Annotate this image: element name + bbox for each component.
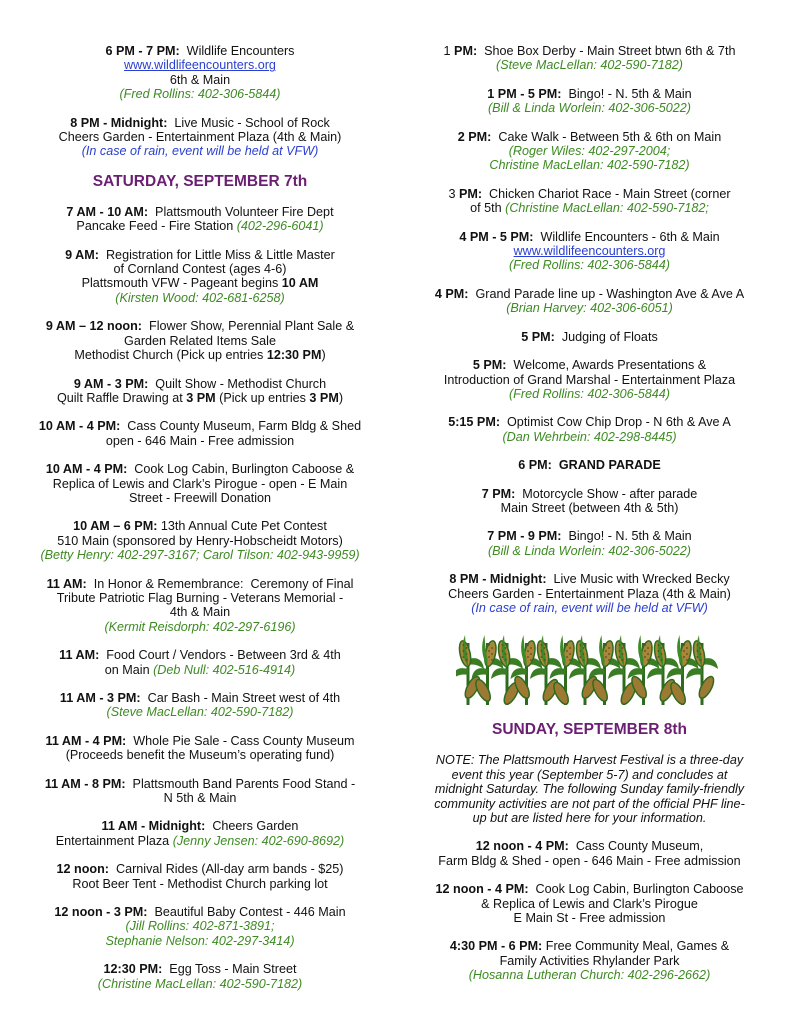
event-text: Plattsmouth Band Parents Food Stand - [125, 776, 356, 791]
event-line [392, 58, 787, 72]
event-line [392, 897, 787, 911]
event-line [0, 748, 400, 762]
event-time: 4:30 PM - 6 PM: [449, 939, 543, 954]
event-text: Main Street (between 4th & 5th) [500, 500, 679, 515]
event-line [392, 601, 787, 615]
event-time: 9 AM - 3 PM: [73, 376, 149, 391]
event-entry [392, 572, 787, 615]
event-line [0, 262, 400, 276]
event-time: 3 PM [186, 390, 216, 405]
event-entry [392, 87, 787, 116]
event-time: 12 noon: [56, 862, 109, 877]
sunday-note [392, 753, 787, 825]
event-entry [392, 882, 787, 925]
event-text: Cook Log Cabin, Burlington Caboose & [127, 462, 355, 477]
event-text: Bingo! - N. 5th & Main [561, 529, 692, 544]
contact-info: (Dan Wehrbein: 402-298-8445) [502, 429, 677, 444]
event-time: 7 AM - 10 AM: [66, 204, 149, 219]
event-time: 11 AM - Midnight: [101, 819, 206, 834]
contact-info: (Deb Null: 402-516-4914) [153, 662, 296, 677]
event-time: 5 PM: [472, 358, 507, 373]
event-entry [392, 230, 787, 273]
event-entry [0, 462, 400, 505]
event-line [0, 591, 400, 605]
event-entry [0, 319, 400, 362]
event-time: 7 PM - 9 PM: [487, 529, 562, 544]
event-text: 1 [443, 44, 455, 58]
event-text: Street - Freewill Donation [128, 490, 272, 505]
event-text: 510 Main (sponsored by Henry-Hobscheidt Motors) [57, 533, 343, 548]
event-line [392, 101, 787, 115]
event-entry [392, 939, 787, 982]
event-time: 11 AM - 8 PM: [44, 776, 126, 791]
event-line [392, 201, 787, 215]
event-time: 11 AM: [46, 576, 87, 591]
event-text: Chicken Chariot Race - Main Street (corner [482, 186, 731, 201]
event-entry [0, 962, 400, 991]
contact-info: Stephanie Nelson: 402-297-3414) [105, 933, 295, 948]
event-text: Optimist Cow Chip Drop - N 6th & Ave A [500, 415, 731, 430]
event-entry [0, 377, 400, 406]
contact-info: (Bill & Linda Worlein: 402-306-5022) [487, 543, 691, 558]
event-line [0, 977, 400, 991]
event-text: Live Music - School of Rock [167, 115, 330, 130]
event-line [392, 839, 787, 853]
event-text: Plattsmouth Volunteer Fire Dept [148, 204, 334, 219]
event-time: 4 PM: [434, 286, 469, 301]
contact-info: (Kermit Reisdorph: 402-297-6196) [104, 619, 296, 634]
event-text: Cake Walk - Between 5th & 6th on Main [491, 129, 722, 144]
website-link[interactable]: www.wildlifeencounters.org [124, 58, 276, 73]
event-entry [0, 819, 400, 848]
event-line [0, 87, 400, 101]
event-time: 8 PM - Midnight: [70, 115, 168, 130]
event-entry [392, 330, 787, 344]
event-entry [0, 116, 400, 159]
event-line [0, 319, 400, 333]
event-entry [0, 519, 400, 562]
sunday-heading: SUNDAY, SEPTEMBER 8th [492, 721, 687, 739]
contact-info: (Jill Rollins: 402-871-3891; [125, 919, 275, 934]
event-time: 7 PM: [481, 486, 516, 501]
event-line [0, 663, 400, 677]
contact-info: (Roger Wiles: 402-297-2004; [508, 144, 671, 159]
event-line [0, 548, 400, 562]
corn-stalks-icon [456, 629, 724, 709]
event-line [392, 130, 787, 144]
event-text: Free Community Meal, Games & [542, 939, 730, 954]
event-line [0, 919, 400, 933]
event-line [392, 373, 787, 387]
event-time: PM: [458, 186, 483, 201]
event-text: Farm Bldg & Shed - open - 646 Main - Free admission [438, 853, 741, 868]
contact-info: (Fred Rollins: 402-306-5844) [119, 87, 281, 102]
event-time: 4 PM - 5 PM: [459, 229, 534, 244]
event-time: 2 PM: [457, 129, 492, 144]
event-text: ) [321, 348, 326, 363]
event-entry [0, 577, 400, 635]
contact-info: (Steve MacLellan: 402-590-7182) [106, 705, 294, 720]
event-time: 11 AM - 4 PM: [45, 733, 127, 748]
event-entry [392, 187, 787, 216]
event-text: Wildlife Encounters - 6th & Main [533, 229, 720, 244]
event-text: Grand Parade line up - Washington Ave & Ave A [468, 286, 745, 301]
event-text: Judging of Floats [554, 329, 658, 344]
event-line [0, 434, 400, 448]
event-time: 10 AM – 6 PM: [73, 519, 158, 534]
right-column [392, 44, 787, 997]
event-text: ) [338, 390, 344, 405]
event-text: of 5th [470, 201, 506, 216]
event-text: Cheers Garden [205, 819, 299, 834]
event-line [0, 248, 400, 262]
rain-note: (In case of rain, event will be held at VFW) [81, 144, 319, 159]
event-line [0, 205, 400, 219]
event-time: 12 noon - 4 PM: [475, 839, 569, 854]
event-text: 13th Annual Cute Pet Contest [157, 519, 327, 534]
contact-info: (Fred Rollins: 402-306-5844) [508, 258, 670, 273]
event-text: Registration for Little Miss & Little Master [98, 247, 335, 262]
event-text: 4th & Main [169, 605, 231, 620]
event-line [392, 487, 787, 501]
event-line [392, 244, 787, 258]
event-time: 6 PM: GRAND PARADE [518, 458, 661, 473]
event-line [392, 572, 787, 586]
event-time: 10 AM - 4 PM: [38, 419, 121, 434]
event-line [392, 882, 787, 896]
sunday-events [392, 839, 787, 982]
event-text: Cheers Garden - Entertainment Plaza (4th & Main) [448, 586, 731, 601]
left-column [0, 44, 400, 1005]
event-text: Tribute Patriotic Flag Burning - Veterans Memorial - [56, 590, 344, 605]
event-time: 1 PM - 5 PM: [487, 86, 562, 101]
event-entry [392, 287, 787, 316]
event-line [0, 44, 400, 58]
event-line [0, 605, 400, 619]
event-text: In Honor & Remembrance: Ceremony of Final [86, 576, 354, 591]
event-entry [0, 44, 400, 102]
event-entry [0, 691, 400, 720]
event-line [392, 415, 787, 429]
event-line [392, 854, 787, 868]
event-line [392, 968, 787, 982]
event-line [0, 905, 400, 919]
event-text: on Main [104, 662, 154, 677]
event-time: 11 AM - 3 PM: [59, 691, 141, 705]
event-text: Cheers Garden - Entertainment Plaza (4th & Main) [58, 130, 342, 145]
event-line [0, 116, 400, 130]
event-text: Plattsmouth VFW - Pageant begins [81, 276, 282, 291]
event-text: Welcome, Awards Presentations & [506, 358, 707, 373]
event-line [0, 291, 400, 305]
event-text: Cook Log Cabin, Burlington Caboose [528, 882, 744, 897]
event-time: 10 AM - 4 PM: [45, 462, 128, 477]
event-line [392, 144, 787, 158]
event-time: 12 noon - 4 PM: [435, 882, 529, 897]
event-line [392, 44, 787, 58]
event-text: Shoe Box Derby - Main Street btwn 6th & 7th [477, 44, 736, 58]
event-line [0, 862, 400, 876]
event-text: Replica of Lewis and Clark’s Pirogue - open - E Main [52, 476, 348, 491]
event-text: Beautiful Baby Contest - 446 Main [147, 905, 346, 920]
website-link[interactable]: www.wildlifeencounters.org [513, 244, 666, 259]
event-line [0, 691, 400, 705]
event-line [0, 391, 400, 405]
event-line [392, 358, 787, 372]
event-time: 12 noon - 3 PM: [54, 905, 148, 920]
event-text: (Pick up entries [215, 390, 310, 405]
event-line [0, 834, 400, 848]
event-entry [0, 777, 400, 806]
event-line [0, 334, 400, 348]
event-time: PM: [454, 44, 478, 58]
event-time: 10 AM [281, 276, 319, 291]
event-time: 12:30 PM: [103, 962, 163, 977]
note-line: midnight Saturday. The following Sunday family-friendly [434, 782, 745, 797]
contact-info: (Steve MacLellan: 402-590-7182) [496, 58, 683, 73]
event-text: Food Court / Vendors - Between 3rd & 4th [99, 648, 341, 663]
note-line: NOTE: The Plattsmouth Harvest Festival is a three-day [435, 753, 744, 768]
event-text: Carnival Rides (All-day arm bands - $25) [109, 862, 344, 877]
event-line [0, 73, 400, 87]
event-line [0, 519, 400, 533]
contact-info: (402-296-6041) [236, 219, 324, 234]
note-line: event this year (September 5-7) and concludes at [451, 767, 728, 782]
event-text: Car Bash - Main Street west of 4th [140, 691, 341, 705]
contact-info: (Christine MacLellan: 402-590-7182; [505, 201, 709, 216]
contact-info: (Christine MacLellan: 402-590-7182) [97, 976, 303, 991]
event-line [392, 301, 787, 315]
event-line [0, 144, 400, 158]
event-time: 6 PM - 7 PM: [105, 44, 180, 58]
event-time: 9 AM – 12 noon: [45, 319, 142, 334]
event-text: Cass County Museum, [568, 839, 704, 854]
event-time: 5:15 PM: [448, 415, 501, 430]
event-entry [392, 358, 787, 401]
event-text: Entertainment Plaza [55, 833, 173, 848]
contact-info: (Fred Rollins: 402-306-5844) [508, 386, 670, 401]
event-line [0, 491, 400, 505]
event-line [392, 187, 787, 201]
event-line [0, 577, 400, 591]
event-line [392, 458, 787, 472]
event-line [392, 258, 787, 272]
event-text: Motorcycle Show - after parade [515, 486, 698, 501]
event-text: Introduction of Grand Marshal - Entertainment Plaza [443, 372, 736, 387]
event-entry [0, 205, 400, 234]
saturday-afternoon-events [392, 44, 787, 615]
event-line [0, 534, 400, 548]
event-text: Quilt Show - Methodist Church [148, 376, 327, 391]
event-line [0, 819, 400, 833]
event-text: (Proceeds benefit the Museum’s operating fund) [65, 748, 335, 763]
event-line [0, 58, 400, 72]
event-text: 3 [448, 186, 459, 201]
event-line [392, 587, 787, 601]
event-text: Methodist Church (Pick up entries [74, 348, 267, 363]
event-line [0, 705, 400, 719]
event-line [0, 734, 400, 748]
event-line [0, 648, 400, 662]
event-time: 9 AM: [65, 247, 99, 262]
event-line [392, 287, 787, 301]
event-line [0, 620, 400, 634]
event-line [0, 219, 400, 233]
event-entry [0, 648, 400, 677]
event-text: Live Music with Wrecked Becky [546, 572, 730, 587]
event-text: Root Beer Tent - Methodist Church parking lot [72, 876, 328, 891]
contact-info: (Hosanna Lutheran Church: 402-296-2662) [468, 968, 711, 983]
event-text: & Replica of Lewis and Clark’s Pirogue [481, 896, 698, 911]
event-line [0, 130, 400, 144]
event-line [392, 954, 787, 968]
event-entry [392, 44, 787, 73]
event-line [0, 477, 400, 491]
contact-info: Christine MacLellan: 402-590-7182) [489, 158, 690, 173]
event-text: N 5th & Main [163, 791, 237, 806]
event-text: Wildlife Encounters [179, 44, 295, 58]
event-entry [392, 839, 787, 868]
note-line: community activities are not part of the official PHF line- [434, 796, 745, 811]
event-entry [392, 529, 787, 558]
event-text: Quilt Raffle Drawing at [56, 390, 187, 405]
event-time: 5 PM: [521, 329, 555, 344]
event-line [392, 87, 787, 101]
event-line [392, 430, 787, 444]
event-entry [392, 487, 787, 516]
contact-info: (Jenny Jensen: 402-690-8692) [172, 833, 345, 848]
saturday-heading: SATURDAY, SEPTEMBER 7th [92, 172, 308, 190]
event-text: E Main St - Free admission [513, 911, 666, 926]
saturday-events [0, 205, 400, 991]
event-line [392, 330, 787, 344]
event-entry [0, 419, 400, 448]
friday-tail-events [0, 44, 400, 159]
event-time: 11 AM: [59, 648, 100, 663]
event-text: of Cornland Contest (ages 4-6) [113, 262, 287, 277]
event-line [0, 419, 400, 433]
event-time: 12:30 PM [266, 348, 322, 363]
event-line [0, 777, 400, 791]
event-line [392, 158, 787, 172]
event-text: Pancake Feed - Fire Station [76, 219, 237, 234]
event-line [0, 791, 400, 805]
event-line [0, 276, 400, 290]
event-line [392, 544, 787, 558]
contact-info: (Brian Harvey: 402-306-6051) [506, 301, 673, 316]
event-line [392, 387, 787, 401]
event-line [392, 939, 787, 953]
event-entry [392, 458, 787, 472]
event-line [392, 911, 787, 925]
event-line [392, 501, 787, 515]
event-line [0, 934, 400, 948]
contact-info: (Bill & Linda Worlein: 402-306-5022) [487, 101, 691, 116]
event-time: 3 PM [309, 390, 339, 405]
event-entry [0, 862, 400, 891]
event-text: Family Activities Rhylander Park [499, 953, 680, 968]
event-entry [392, 415, 787, 444]
event-line [0, 962, 400, 976]
event-time: 8 PM - Midnight: [449, 572, 547, 587]
event-text: Egg Toss - Main Street [162, 962, 297, 977]
event-text: Whole Pie Sale - Cass County Museum [126, 733, 355, 748]
event-line [0, 348, 400, 362]
event-entry [392, 130, 787, 173]
contact-info: (Betty Henry: 402-297-3167; Carol Tilson: 402-943-9959) [40, 548, 360, 563]
event-line [392, 529, 787, 543]
event-line [0, 377, 400, 391]
event-text: open - 646 Main - Free admission [105, 433, 295, 448]
note-line: up but are listed here for your information. [472, 811, 707, 825]
event-text: Cass County Museum, Farm Bldg & Shed [120, 419, 362, 434]
event-text: Flower Show, Perennial Plant Sale & [142, 319, 355, 334]
event-line [0, 877, 400, 891]
event-line [0, 462, 400, 476]
event-text: Garden Related Items Sale [124, 333, 276, 348]
rain-note: (In case of rain, event will be held at VFW) [471, 600, 708, 615]
event-entry [0, 248, 400, 306]
contact-info: (Kirsten Wood: 402-681-6258) [115, 290, 285, 305]
event-line [392, 230, 787, 244]
event-text: 6th & Main [169, 72, 231, 87]
event-entry [0, 734, 400, 763]
event-text: Bingo! - N. 5th & Main [561, 86, 692, 101]
event-entry [0, 905, 400, 948]
